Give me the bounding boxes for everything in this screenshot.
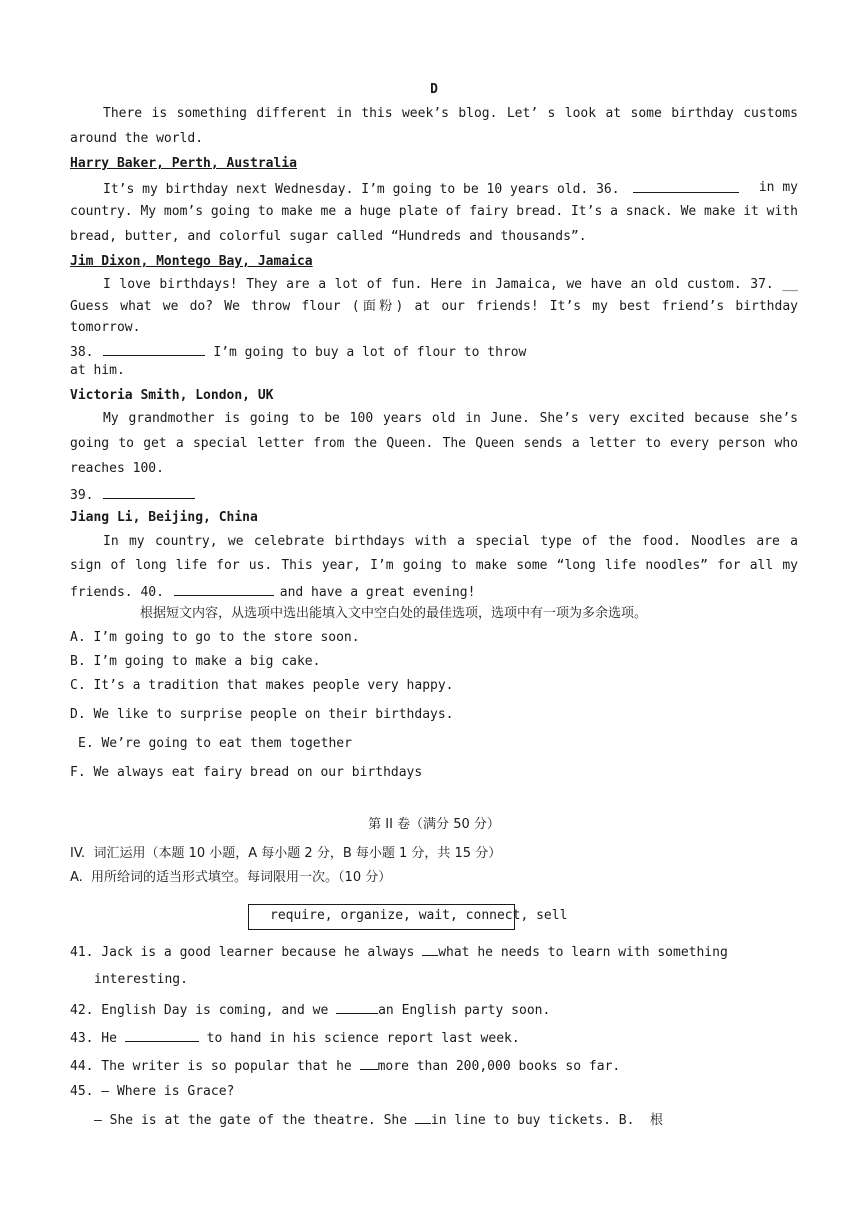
harry-line-1-end: in my <box>758 180 798 195</box>
instruction-text: 根据短文内容，从选项中选出能填入文中空白处的最佳选项，选项中有一项为多余选项。 <box>140 606 648 621</box>
jim-line-5: at him. <box>70 363 125 378</box>
blank-39[interactable] <box>103 486 195 499</box>
jiang-line-2: sign of long life for us. This year, I’m going to make some “long life noodles” for all my <box>70 558 798 573</box>
q45-text-start: — She is at the gate of the theatre. She <box>94 1113 415 1128</box>
section4-heading: IV. 词汇运用（本题 10 小题，A 每小题 2 分，B 每小题 1 分，共 15 分） <box>70 846 502 861</box>
jim-line-3: tomorrow. <box>70 320 141 335</box>
option-c: C. It’s a tradition that makes people very happy. <box>70 678 454 693</box>
victoria-q39-number: 39. <box>70 488 94 503</box>
blank-41[interactable] <box>422 943 438 956</box>
option-b: B. I’m going to make a big cake. <box>70 654 321 669</box>
blank-38[interactable] <box>103 343 205 356</box>
option-d: D. We like to surprise people on their birthdays. <box>70 707 454 722</box>
harry-heading: Harry Baker, Perth, Australia <box>70 156 297 171</box>
harry-line-3: bread, butter, and colorful sugar called “Hundreds and thousands”. <box>70 229 587 244</box>
jiang-line-1: In my country, we celebrate birthdays with a special type of the food. Noodles are a <box>103 534 798 549</box>
jim-line-4-text: I’m going to buy a lot of flour to throw <box>213 345 527 360</box>
question-41-cont: interesting. <box>94 972 188 987</box>
victoria-line-4 <box>70 486 798 504</box>
jim-q38-number: 38. <box>70 345 94 360</box>
harry-line-2: country. My mom’s going to make me a huge plate of fairy bread. It’s a snack. We make it with <box>70 204 798 219</box>
q44-text-start: 44. The writer is so popular that he <box>70 1059 360 1074</box>
harry-line-1-text: It’s my birthday next Wednesday. I’m going to be 10 years old. 36. <box>103 182 620 197</box>
question-44 <box>70 1057 798 1075</box>
jim-line-2: Guess what we do? We throw flour (面粉) at our friends! It’s my best friend’s birthday <box>70 299 798 314</box>
blank-40[interactable] <box>174 583 274 596</box>
blank-42[interactable] <box>336 1001 378 1014</box>
option-a: A. I’m going to go to the store soon. <box>70 630 360 645</box>
victoria-line-3: reaches 100. <box>70 461 164 476</box>
intro-line-2: around the world. <box>70 131 204 146</box>
blank-43[interactable] <box>125 1029 199 1042</box>
q42-text-start: 42. English Day is coming, and we <box>70 1003 337 1018</box>
jiang-q40-number: friends. 40. <box>70 585 164 600</box>
question-43 <box>70 1029 798 1047</box>
q41-text-end: what he needs to learn with something <box>438 945 728 960</box>
option-f: F. We always eat fairy bread on our birthdays <box>70 765 423 780</box>
q42-text-end: an English party soon. <box>378 1003 551 1018</box>
jim-line-4 <box>70 343 798 361</box>
intro-line-1: There is something different in this week’s blog. Let’ s look at some birthday customs <box>103 106 798 121</box>
blank-44[interactable] <box>360 1057 378 1070</box>
victoria-heading: Victoria Smith, London, UK <box>70 388 274 403</box>
option-e: E. We’re going to eat them together <box>78 736 352 751</box>
q41-text-start: 41. Jack is a good learner because he always <box>70 945 423 960</box>
word-box-text: require, organize, wait, connect, sell <box>270 908 568 923</box>
jiang-heading: Jiang Li, Beijing, China <box>70 510 258 525</box>
q43-text-end: to hand in his science report last week. <box>198 1031 520 1046</box>
q43-text-start: 43. He <box>70 1031 125 1046</box>
question-41 <box>70 943 798 961</box>
q44-text-end: more than 200,000 books so far. <box>377 1059 621 1074</box>
harry-line-1 <box>70 180 798 198</box>
section4a-heading: A. 用所给词的适当形式填空。每词限用一次。（10 分） <box>70 870 392 885</box>
question-42 <box>70 1001 798 1019</box>
victoria-line-2: going to get a special letter from the Queen. The Queen sends a letter to every person who <box>70 436 798 451</box>
blank-45[interactable] <box>415 1111 431 1124</box>
section-title: D <box>430 82 438 97</box>
part2-title: 第 II 卷（满分 50 分） <box>368 817 500 832</box>
blank-36[interactable] <box>633 180 739 193</box>
question-45-answer <box>94 1111 822 1129</box>
q45-text-end: in line to buy tickets. B. 根 <box>430 1113 664 1128</box>
question-45: 45. — Where is Grace? <box>70 1084 235 1099</box>
victoria-line-1: My grandmother is going to be 100 years old in June. She’s very excited because she’s <box>103 411 798 426</box>
jiang-line-3 <box>70 583 798 601</box>
jim-heading: Jim Dixon, Montego Bay, Jamaica <box>70 254 313 269</box>
jim-line-1: I love birthdays! They are a lot of fun. Here in Jamaica, we have an old custom. 37. __ <box>103 277 798 292</box>
jiang-line-3-end: and have a great evening! <box>279 585 476 600</box>
